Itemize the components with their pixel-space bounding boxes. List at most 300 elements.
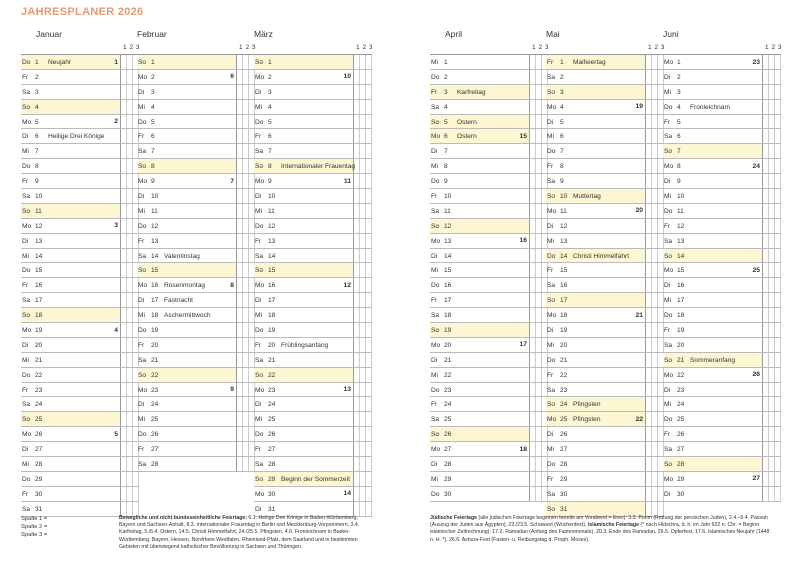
day-cell[interactable] xyxy=(137,70,237,84)
day-cell[interactable] xyxy=(254,293,354,307)
note-column-3[interactable] xyxy=(775,368,781,382)
day-cell[interactable] xyxy=(254,457,354,471)
note-column-3[interactable] xyxy=(775,55,781,69)
day-cell[interactable] xyxy=(546,249,646,263)
day-number: 25 xyxy=(560,416,568,424)
note-column-3[interactable] xyxy=(775,204,781,218)
day-cell[interactable] xyxy=(546,308,646,322)
day-cell[interactable] xyxy=(663,472,763,486)
day-cell[interactable] xyxy=(663,263,763,277)
day-cell[interactable] xyxy=(21,397,121,411)
day-cell[interactable] xyxy=(663,487,763,501)
day-cell[interactable] xyxy=(546,323,646,337)
day-row xyxy=(21,115,139,130)
note-column-3[interactable] xyxy=(366,219,372,233)
day-cell[interactable] xyxy=(137,174,237,188)
note-column-3[interactable] xyxy=(775,174,781,188)
note-column-3[interactable] xyxy=(775,427,781,441)
holiday-label: Ostern xyxy=(457,133,477,141)
day-cell[interactable] xyxy=(254,368,354,382)
note-column-3[interactable] xyxy=(366,249,372,263)
day-cell[interactable] xyxy=(21,115,121,129)
day-cell[interactable] xyxy=(254,159,354,173)
day-cell[interactable] xyxy=(546,159,646,173)
day-cell[interactable] xyxy=(546,129,646,143)
weekday: So xyxy=(664,461,673,469)
day-cell[interactable] xyxy=(663,234,763,248)
note-column-3[interactable] xyxy=(366,144,372,158)
note-column-3[interactable] xyxy=(366,338,372,352)
day-cell[interactable] xyxy=(254,219,354,233)
note-column-3[interactable] xyxy=(658,502,664,516)
note-column-3[interactable] xyxy=(775,457,781,471)
day-cell[interactable] xyxy=(663,189,763,203)
weekday: Di xyxy=(547,118,554,126)
day-cell[interactable] xyxy=(254,85,354,99)
note-column-3[interactable] xyxy=(366,502,372,516)
day-cell[interactable] xyxy=(663,397,763,411)
day-cell[interactable] xyxy=(137,323,237,337)
weekday: Sa xyxy=(431,416,440,424)
day-cell[interactable] xyxy=(546,383,646,397)
day-cell[interactable] xyxy=(663,249,763,263)
note-column-3[interactable] xyxy=(366,234,372,248)
day-cell[interactable] xyxy=(663,144,763,158)
note-column-3[interactable] xyxy=(775,353,781,367)
day-number: 26 xyxy=(560,431,568,439)
note-column-3[interactable] xyxy=(366,383,372,397)
day-cell[interactable] xyxy=(21,293,121,307)
day-cell[interactable] xyxy=(430,189,530,203)
weekday: So xyxy=(22,103,31,111)
day-cell[interactable] xyxy=(663,457,763,471)
day-cell[interactable] xyxy=(663,115,763,129)
day-cell[interactable] xyxy=(546,472,646,486)
day-number: 4 xyxy=(444,103,448,111)
day-cell[interactable] xyxy=(430,457,530,471)
day-cell[interactable] xyxy=(21,502,121,516)
day-cell[interactable] xyxy=(430,397,530,411)
day-cell[interactable] xyxy=(254,323,354,337)
day-cell[interactable] xyxy=(430,234,530,248)
day-cell[interactable] xyxy=(21,457,121,471)
note-column-3[interactable] xyxy=(775,412,781,426)
note-column-3[interactable] xyxy=(775,249,781,263)
day-number: 23 xyxy=(151,386,159,394)
note-column-3[interactable] xyxy=(775,189,781,203)
note-column-3[interactable] xyxy=(366,308,372,322)
day-cell[interactable] xyxy=(430,100,530,114)
day-cell[interactable] xyxy=(137,115,237,129)
note-column-3[interactable] xyxy=(366,368,372,382)
day-cell[interactable] xyxy=(430,115,530,129)
day-cell[interactable] xyxy=(21,442,121,456)
note-column-3[interactable] xyxy=(366,204,372,218)
day-cell[interactable] xyxy=(546,100,646,114)
day-cell[interactable] xyxy=(137,55,237,69)
note-column-3[interactable] xyxy=(366,412,372,426)
day-cell[interactable] xyxy=(137,234,237,248)
day-cell[interactable] xyxy=(546,338,646,352)
day-cell[interactable] xyxy=(21,338,121,352)
note-column-3[interactable] xyxy=(366,457,372,471)
note-column-3[interactable] xyxy=(775,397,781,411)
note-column-3[interactable] xyxy=(366,487,372,501)
day-cell[interactable] xyxy=(137,219,237,233)
day-row xyxy=(663,353,781,368)
day-cell[interactable] xyxy=(254,249,354,263)
day-cell[interactable] xyxy=(546,353,646,367)
day-number: 3 xyxy=(444,88,448,96)
day-cell[interactable] xyxy=(21,353,121,367)
note-column-3[interactable] xyxy=(366,278,372,292)
note-column-3[interactable] xyxy=(366,129,372,143)
note-column-3[interactable] xyxy=(775,159,781,173)
day-cell[interactable] xyxy=(546,487,646,501)
day-cell[interactable] xyxy=(137,159,237,173)
day-cell[interactable] xyxy=(546,263,646,277)
day-cell[interactable] xyxy=(21,144,121,158)
day-number: 23 xyxy=(560,386,568,394)
note-column-3[interactable] xyxy=(366,263,372,277)
weekday: Di xyxy=(664,490,671,498)
day-cell[interactable] xyxy=(21,278,121,292)
day-number: 1 xyxy=(35,59,39,66)
day-row xyxy=(663,278,781,293)
day-cell[interactable] xyxy=(430,278,530,292)
day-cell[interactable] xyxy=(21,100,121,114)
day-number: 16 xyxy=(444,282,452,290)
note-column-3[interactable] xyxy=(133,502,139,516)
note-column-3[interactable] xyxy=(775,487,781,501)
day-cell[interactable] xyxy=(430,323,530,337)
day-number: 14 xyxy=(444,252,452,260)
day-cell[interactable] xyxy=(21,427,121,441)
day-cell[interactable] xyxy=(546,442,646,456)
day-cell[interactable] xyxy=(21,383,121,397)
note-column-3[interactable] xyxy=(775,383,781,397)
note-column-3[interactable] xyxy=(775,472,781,486)
day-cell[interactable] xyxy=(546,204,646,218)
note-column-3[interactable] xyxy=(366,293,372,307)
weekday: Mo xyxy=(664,475,674,483)
day-cell[interactable] xyxy=(137,353,237,367)
day-cell[interactable] xyxy=(430,338,530,352)
day-row xyxy=(430,263,548,278)
note-column-3[interactable] xyxy=(366,159,372,173)
month-grid xyxy=(430,54,548,502)
day-cell[interactable] xyxy=(137,189,237,203)
day-cell[interactable] xyxy=(254,338,354,352)
day-cell[interactable] xyxy=(546,397,646,411)
day-cell[interactable] xyxy=(430,219,530,233)
day-cell[interactable] xyxy=(663,412,763,426)
day-cell[interactable] xyxy=(430,442,530,456)
day-cell[interactable] xyxy=(137,100,237,114)
day-cell[interactable] xyxy=(254,115,354,129)
note-column-3[interactable] xyxy=(366,55,372,69)
day-cell[interactable] xyxy=(663,219,763,233)
note-column-3[interactable] xyxy=(775,85,781,99)
day-cell[interactable] xyxy=(430,293,530,307)
note-column-3[interactable] xyxy=(366,323,372,337)
day-cell[interactable] xyxy=(21,249,121,263)
note-column-3[interactable] xyxy=(366,70,372,84)
day-cell[interactable] xyxy=(21,70,121,84)
day-cell[interactable] xyxy=(546,502,646,516)
day-cell[interactable] xyxy=(137,397,237,411)
weekday: Mo xyxy=(138,178,148,186)
weekday: Mo xyxy=(22,431,32,439)
day-cell[interactable] xyxy=(663,293,763,307)
day-cell[interactable] xyxy=(663,427,763,441)
day-cell[interactable] xyxy=(430,412,530,426)
day-cell[interactable] xyxy=(137,338,237,352)
day-cell[interactable] xyxy=(254,383,354,397)
day-cell[interactable] xyxy=(254,144,354,158)
note-column-3[interactable] xyxy=(366,442,372,456)
day-cell[interactable] xyxy=(137,457,237,471)
day-cell[interactable] xyxy=(663,85,763,99)
day-cell[interactable] xyxy=(663,442,763,456)
weekday: Mi xyxy=(22,356,29,364)
day-cell[interactable] xyxy=(254,100,354,114)
weekday: Mo xyxy=(664,163,674,171)
note-column-3[interactable] xyxy=(366,189,372,203)
day-cell[interactable] xyxy=(546,85,646,99)
day-cell[interactable] xyxy=(254,129,354,143)
day-cell[interactable] xyxy=(546,219,646,233)
day-cell[interactable] xyxy=(430,487,530,501)
note-column-3[interactable] xyxy=(775,100,781,114)
day-cell[interactable] xyxy=(254,502,354,516)
day-cell[interactable] xyxy=(21,85,121,99)
day-cell[interactable] xyxy=(546,55,646,69)
day-number: 1 xyxy=(268,59,272,66)
day-cell[interactable] xyxy=(430,174,530,188)
day-cell[interactable] xyxy=(21,263,121,277)
day-cell[interactable] xyxy=(254,263,354,277)
day-cell[interactable] xyxy=(21,323,121,337)
day-row xyxy=(430,55,548,70)
day-cell[interactable] xyxy=(254,412,354,426)
day-cell[interactable] xyxy=(546,115,646,129)
note-column-3[interactable] xyxy=(775,144,781,158)
weekday: Di xyxy=(138,297,145,305)
day-cell[interactable] xyxy=(430,249,530,263)
day-cell[interactable] xyxy=(663,368,763,382)
day-cell[interactable] xyxy=(546,368,646,382)
day-cell[interactable] xyxy=(430,353,530,367)
note-column-3[interactable] xyxy=(133,487,139,501)
day-cell[interactable] xyxy=(254,442,354,456)
holiday-label: Frühlingsanfang xyxy=(281,341,329,349)
day-cell[interactable] xyxy=(137,293,237,307)
day-cell[interactable] xyxy=(663,278,763,292)
note-column-3[interactable] xyxy=(366,472,372,486)
note-column-3[interactable] xyxy=(775,129,781,143)
note-column-3[interactable] xyxy=(366,115,372,129)
day-cell[interactable] xyxy=(254,308,354,322)
day-cell[interactable] xyxy=(430,263,530,277)
note-column-3[interactable] xyxy=(775,308,781,322)
day-cell[interactable] xyxy=(137,383,237,397)
day-cell[interactable] xyxy=(546,293,646,307)
day-cell[interactable] xyxy=(663,383,763,397)
day-cell[interactable] xyxy=(254,234,354,248)
day-row xyxy=(546,338,664,353)
day-cell[interactable] xyxy=(546,457,646,471)
day-cell[interactable] xyxy=(21,368,121,382)
day-cell[interactable] xyxy=(430,159,530,173)
note-column-3[interactable] xyxy=(775,219,781,233)
day-cell[interactable] xyxy=(546,234,646,248)
weekday: Sa xyxy=(547,73,556,81)
day-cell[interactable] xyxy=(137,204,237,218)
note-column-3[interactable] xyxy=(775,293,781,307)
day-cell[interactable] xyxy=(137,278,237,292)
day-cell[interactable] xyxy=(137,368,237,382)
day-cell[interactable] xyxy=(254,204,354,218)
day-row xyxy=(137,397,255,412)
day-cell[interactable] xyxy=(430,70,530,84)
day-cell[interactable] xyxy=(137,249,237,263)
day-cell[interactable] xyxy=(663,204,763,218)
footnote-islamic-heading: Islamische Feiertage xyxy=(587,522,639,529)
day-cell[interactable] xyxy=(21,204,121,218)
day-row xyxy=(254,100,372,115)
note-column-3[interactable] xyxy=(133,472,139,486)
day-cell[interactable] xyxy=(663,308,763,322)
note-column-3[interactable] xyxy=(775,323,781,337)
day-cell[interactable] xyxy=(254,487,354,501)
day-cell[interactable] xyxy=(137,129,237,143)
day-cell[interactable] xyxy=(21,159,121,173)
note-column-3[interactable] xyxy=(775,263,781,277)
day-cell[interactable] xyxy=(663,70,763,84)
day-cell[interactable] xyxy=(663,100,763,114)
day-cell[interactable] xyxy=(137,308,237,322)
day-cell[interactable] xyxy=(21,55,121,69)
holiday-label: Neujahr xyxy=(48,59,72,66)
day-row xyxy=(254,204,372,219)
note-column-3[interactable] xyxy=(775,234,781,248)
day-cell[interactable] xyxy=(137,144,237,158)
day-cell[interactable] xyxy=(254,472,354,486)
day-cell[interactable] xyxy=(254,353,354,367)
day-cell[interactable] xyxy=(663,174,763,188)
day-row xyxy=(21,144,139,159)
day-row xyxy=(254,234,372,249)
day-row xyxy=(21,100,139,115)
day-number: 28 xyxy=(560,461,568,469)
day-cell[interactable] xyxy=(430,55,530,69)
day-cell[interactable] xyxy=(546,278,646,292)
day-cell[interactable] xyxy=(137,442,237,456)
day-cell[interactable] xyxy=(546,144,646,158)
day-cell[interactable] xyxy=(254,189,354,203)
weekday: So xyxy=(138,267,147,275)
day-number: 15 xyxy=(560,267,568,275)
day-cell[interactable] xyxy=(21,189,121,203)
day-row xyxy=(430,219,548,234)
day-cell[interactable] xyxy=(254,55,354,69)
day-cell[interactable] xyxy=(430,427,530,441)
day-cell[interactable] xyxy=(430,144,530,158)
day-cell[interactable] xyxy=(663,338,763,352)
day-cell[interactable] xyxy=(546,189,646,203)
day-cell[interactable] xyxy=(663,159,763,173)
day-row xyxy=(137,144,255,159)
day-cell[interactable] xyxy=(137,263,237,277)
note-column-3[interactable] xyxy=(366,397,372,411)
day-number: 26 xyxy=(677,431,685,439)
weekday: Fr xyxy=(547,163,554,171)
day-cell[interactable] xyxy=(663,323,763,337)
note-column-3[interactable] xyxy=(366,427,372,441)
note-column-3[interactable] xyxy=(775,115,781,129)
note-column-3[interactable] xyxy=(366,353,372,367)
day-cell[interactable] xyxy=(137,85,237,99)
day-cell[interactable] xyxy=(663,129,763,143)
day-number: 3 xyxy=(268,88,272,96)
day-cell[interactable] xyxy=(254,70,354,84)
day-number: 22 xyxy=(444,371,452,379)
day-cell[interactable] xyxy=(430,129,530,143)
day-cell[interactable] xyxy=(546,174,646,188)
day-cell[interactable] xyxy=(663,55,763,69)
day-cell[interactable] xyxy=(137,427,237,441)
day-cell[interactable] xyxy=(430,85,530,99)
day-row xyxy=(430,293,548,308)
day-cell[interactable] xyxy=(254,278,354,292)
day-cell[interactable] xyxy=(21,174,121,188)
note-column-3[interactable] xyxy=(775,70,781,84)
day-cell[interactable] xyxy=(663,353,763,367)
day-cell[interactable] xyxy=(21,487,121,501)
day-cell[interactable] xyxy=(546,70,646,84)
day-row xyxy=(430,70,548,85)
note-column-3[interactable] xyxy=(775,442,781,456)
day-row xyxy=(137,293,255,308)
day-cell[interactable] xyxy=(430,204,530,218)
day-cell[interactable] xyxy=(21,129,121,143)
day-cell[interactable] xyxy=(254,397,354,411)
day-cell[interactable] xyxy=(21,472,121,486)
day-cell[interactable] xyxy=(430,308,530,322)
note-column-3[interactable] xyxy=(366,85,372,99)
day-cell[interactable] xyxy=(21,308,121,322)
day-cell[interactable] xyxy=(21,412,121,426)
day-cell[interactable] xyxy=(137,412,237,426)
day-cell[interactable] xyxy=(546,427,646,441)
weekday: Sa xyxy=(431,207,440,215)
note-column-3[interactable] xyxy=(775,338,781,352)
weekday: Fr xyxy=(138,133,145,141)
day-cell[interactable] xyxy=(21,219,121,233)
day-cell[interactable] xyxy=(430,472,530,486)
day-row xyxy=(254,129,372,144)
day-cell[interactable] xyxy=(546,412,646,426)
day-cell[interactable] xyxy=(430,368,530,382)
day-cell[interactable] xyxy=(430,383,530,397)
note-column-3[interactable] xyxy=(775,278,781,292)
day-cell[interactable] xyxy=(254,174,354,188)
day-cell[interactable] xyxy=(21,234,121,248)
note-column-3[interactable] xyxy=(366,174,372,188)
day-cell[interactable] xyxy=(254,427,354,441)
note-column-3[interactable] xyxy=(366,100,372,114)
